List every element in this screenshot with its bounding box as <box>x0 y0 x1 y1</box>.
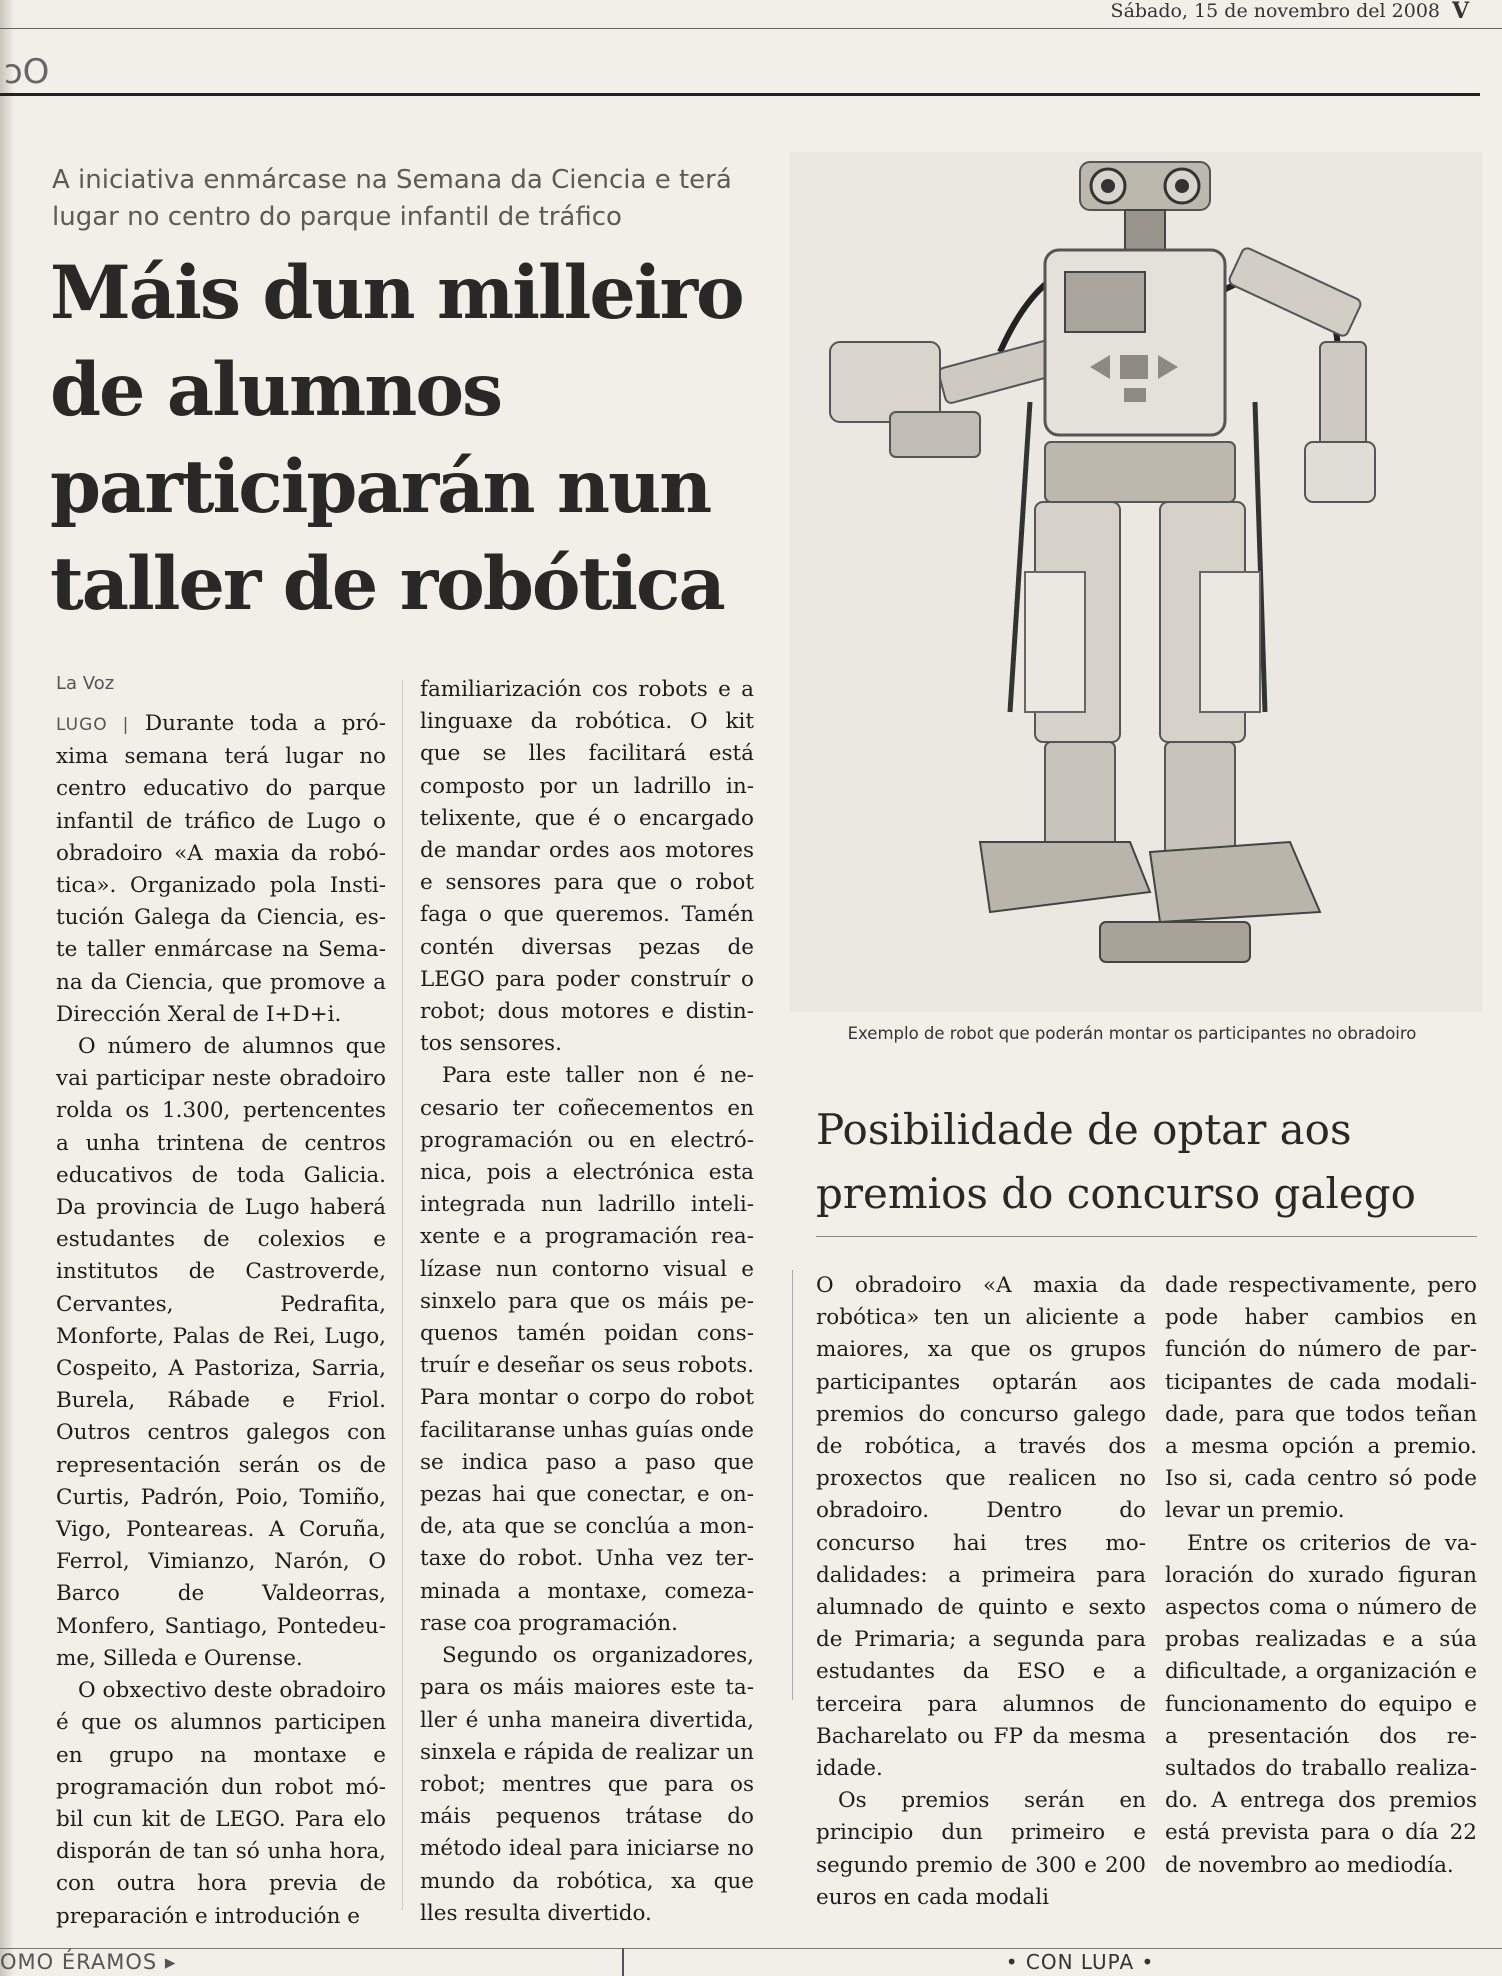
footer-section-right: • CON LUPA • <box>1005 1950 1155 1974</box>
header-rule <box>0 93 1480 96</box>
sidebar-paragraph: Os premios serán en principio dun primeiro e segundo premio de 300 e 200 euros en cada modali <box>816 1788 1146 1910</box>
article-paragraph: O obxectivo deste obradoiro é que os alumnos participen en grupo na montaxe e programación dun robot móbil cun kit de LEGO. Para elo disporán de tan só unha hora, con outra hora previa de preparación e introdución e <box>56 1678 386 1929</box>
article-paragraph: Segundo os organizadores, para os máis maiores este taller é unha maneira divertida, sinxela e rápida de realizar un robot; mentres que para os máis pequenos trátase do método ideal para iniciarse no mundo da robótica, xa que lles resulta divertido. <box>420 1643 754 1926</box>
footer-section-left: OMO ÉRAMOS ▸ <box>0 1950 177 1974</box>
paragraph-text: Durante toda a próxima semana terá lugar no centro educativo do parque infantil de tráfico de Lugo o obradoiro «A maxia da robótica». Organizado pola Institución Galega da Ciencia, este taller enmárcase na Semana da Ciencia, que promove a Dirección Xeral de I+D+i. <box>56 711 386 1027</box>
article-paragraph: Para este taller non é necesario ter coñecementos en programación ou en electrónica, pois a electrónica esta integrada nun ladrillo intelixente e a programación realízase nun contorno visual e sinxelo para que os máis pequenos tamén poidan construír e deseñar os seus robots. Para montar o corpo do robot facilitaranse unhas guías onde se indica paso a paso que pezas hai que conectar, e onde, ata que se conclúa a montaxe do robot. Unha vez terminada a montaxe, comezarase coa programación. <box>420 1063 754 1636</box>
sidebar-column-divider <box>792 1270 793 1700</box>
sidebar-column-2 <box>1165 1270 1477 1882</box>
photo-caption: Exemplo de robot que poderán montar os participantes no obradoiro <box>847 1024 1417 1043</box>
sidebar-column-1 <box>816 1270 1146 1914</box>
article-paragraph <box>56 708 386 1031</box>
article-lead: A iniciativa enmárcase na Semana da Ciencia e terá lugar no centro do parque infantil de tráfico <box>52 165 732 232</box>
sidebar-headline: Posibilidade de optar aos premios do concurso galego <box>816 1105 1416 1218</box>
article-column-2 <box>420 674 754 1930</box>
sidebar-paragraph: O obradoiro «A maxia da robótica» ten un aliciente a maiores, xa que os grupos participantes optarán aos premios do concurso galego de robótica, a través dos proxectos que realicen no obradoiro. Dentro do concurso hai tres modalidades: a primeira para alumnado de quinto e sexto de Primaria; a segunda para estudantes da ESO e a terceira para alumnos de Bacharelato ou FP da mesma idade. <box>816 1273 1146 1782</box>
newspaper-logo-icon: V <box>1452 0 1470 24</box>
lego-robot-illustration <box>790 152 1482 1012</box>
issue-date: Sábado, 15 de novembro del 2008 <box>1110 0 1440 22</box>
robot-photo <box>790 152 1482 1012</box>
footer-rule <box>0 1948 1502 1949</box>
article-dateline: LUGO | <box>56 715 130 735</box>
sidebar-paragraph: dade respectivamente, pero pode haber cambios en función do número de participantes de cada modalidade, para que todos teñan a mesma opción a premio. Iso si, cada centro só pode levar un premio. <box>1165 1273 1477 1524</box>
top-rule <box>0 28 1502 29</box>
article-column-1 <box>56 708 386 1933</box>
section-tag: ɔO <box>4 52 50 92</box>
article-paragraph: familiarización cos robots e a linguaxe da robótica. O kit que se lles facilitará está composto por un ladrillo intelixente, que é o encargado de mandar ordes aos motores e sensores para que o robot faga o que queremos. Tamén contén diversas pezas de LEGO para poder construír o robot; dous motores e distintos sensores. <box>420 677 754 1057</box>
article-headline: Máis dun milleiro de alumnos participarán nun taller de robótica <box>50 250 743 627</box>
column-divider <box>402 680 403 1910</box>
article-byline: La Voz <box>56 673 115 694</box>
footer-divider <box>622 1948 624 1976</box>
sidebar-rule <box>816 1236 1477 1237</box>
page-edge-shadow <box>0 0 14 1976</box>
article-paragraph: O número de alumnos que vai participar neste obradoiro rolda os 1.300, pertencentes a unha trintena de centros educativos de toda Galicia. Da provincia de Lugo haberá estudantes de colexios e institutos de Castroverde, Cervantes, Pedrafita, Monforte, Palas de Rei, Lugo, Cospeito, A Pastoriza, Sarria, Burela, Rábade e Friol. Outros centros galegos con representación serán os de Curtis, Padrón, Poio, Tomiño, Vigo, Ponteareas. A Coruña, Ferrol, Vimianzo, Narón, O Barco de Valdeorras, Monfero, Santiago, Pontedeume, Silleda e Ourense. <box>56 1034 386 1671</box>
sidebar-paragraph: Entre os criterios de valoración do xurado figuran aspectos coma o número de probas realizadas e a súa dificultade, a organización e funcionamento do equipo e a presentación dos resultados do traballo realizado. A entrega dos premios está prevista para o día 22 de novembro ao mediodía. <box>1165 1530 1477 1878</box>
